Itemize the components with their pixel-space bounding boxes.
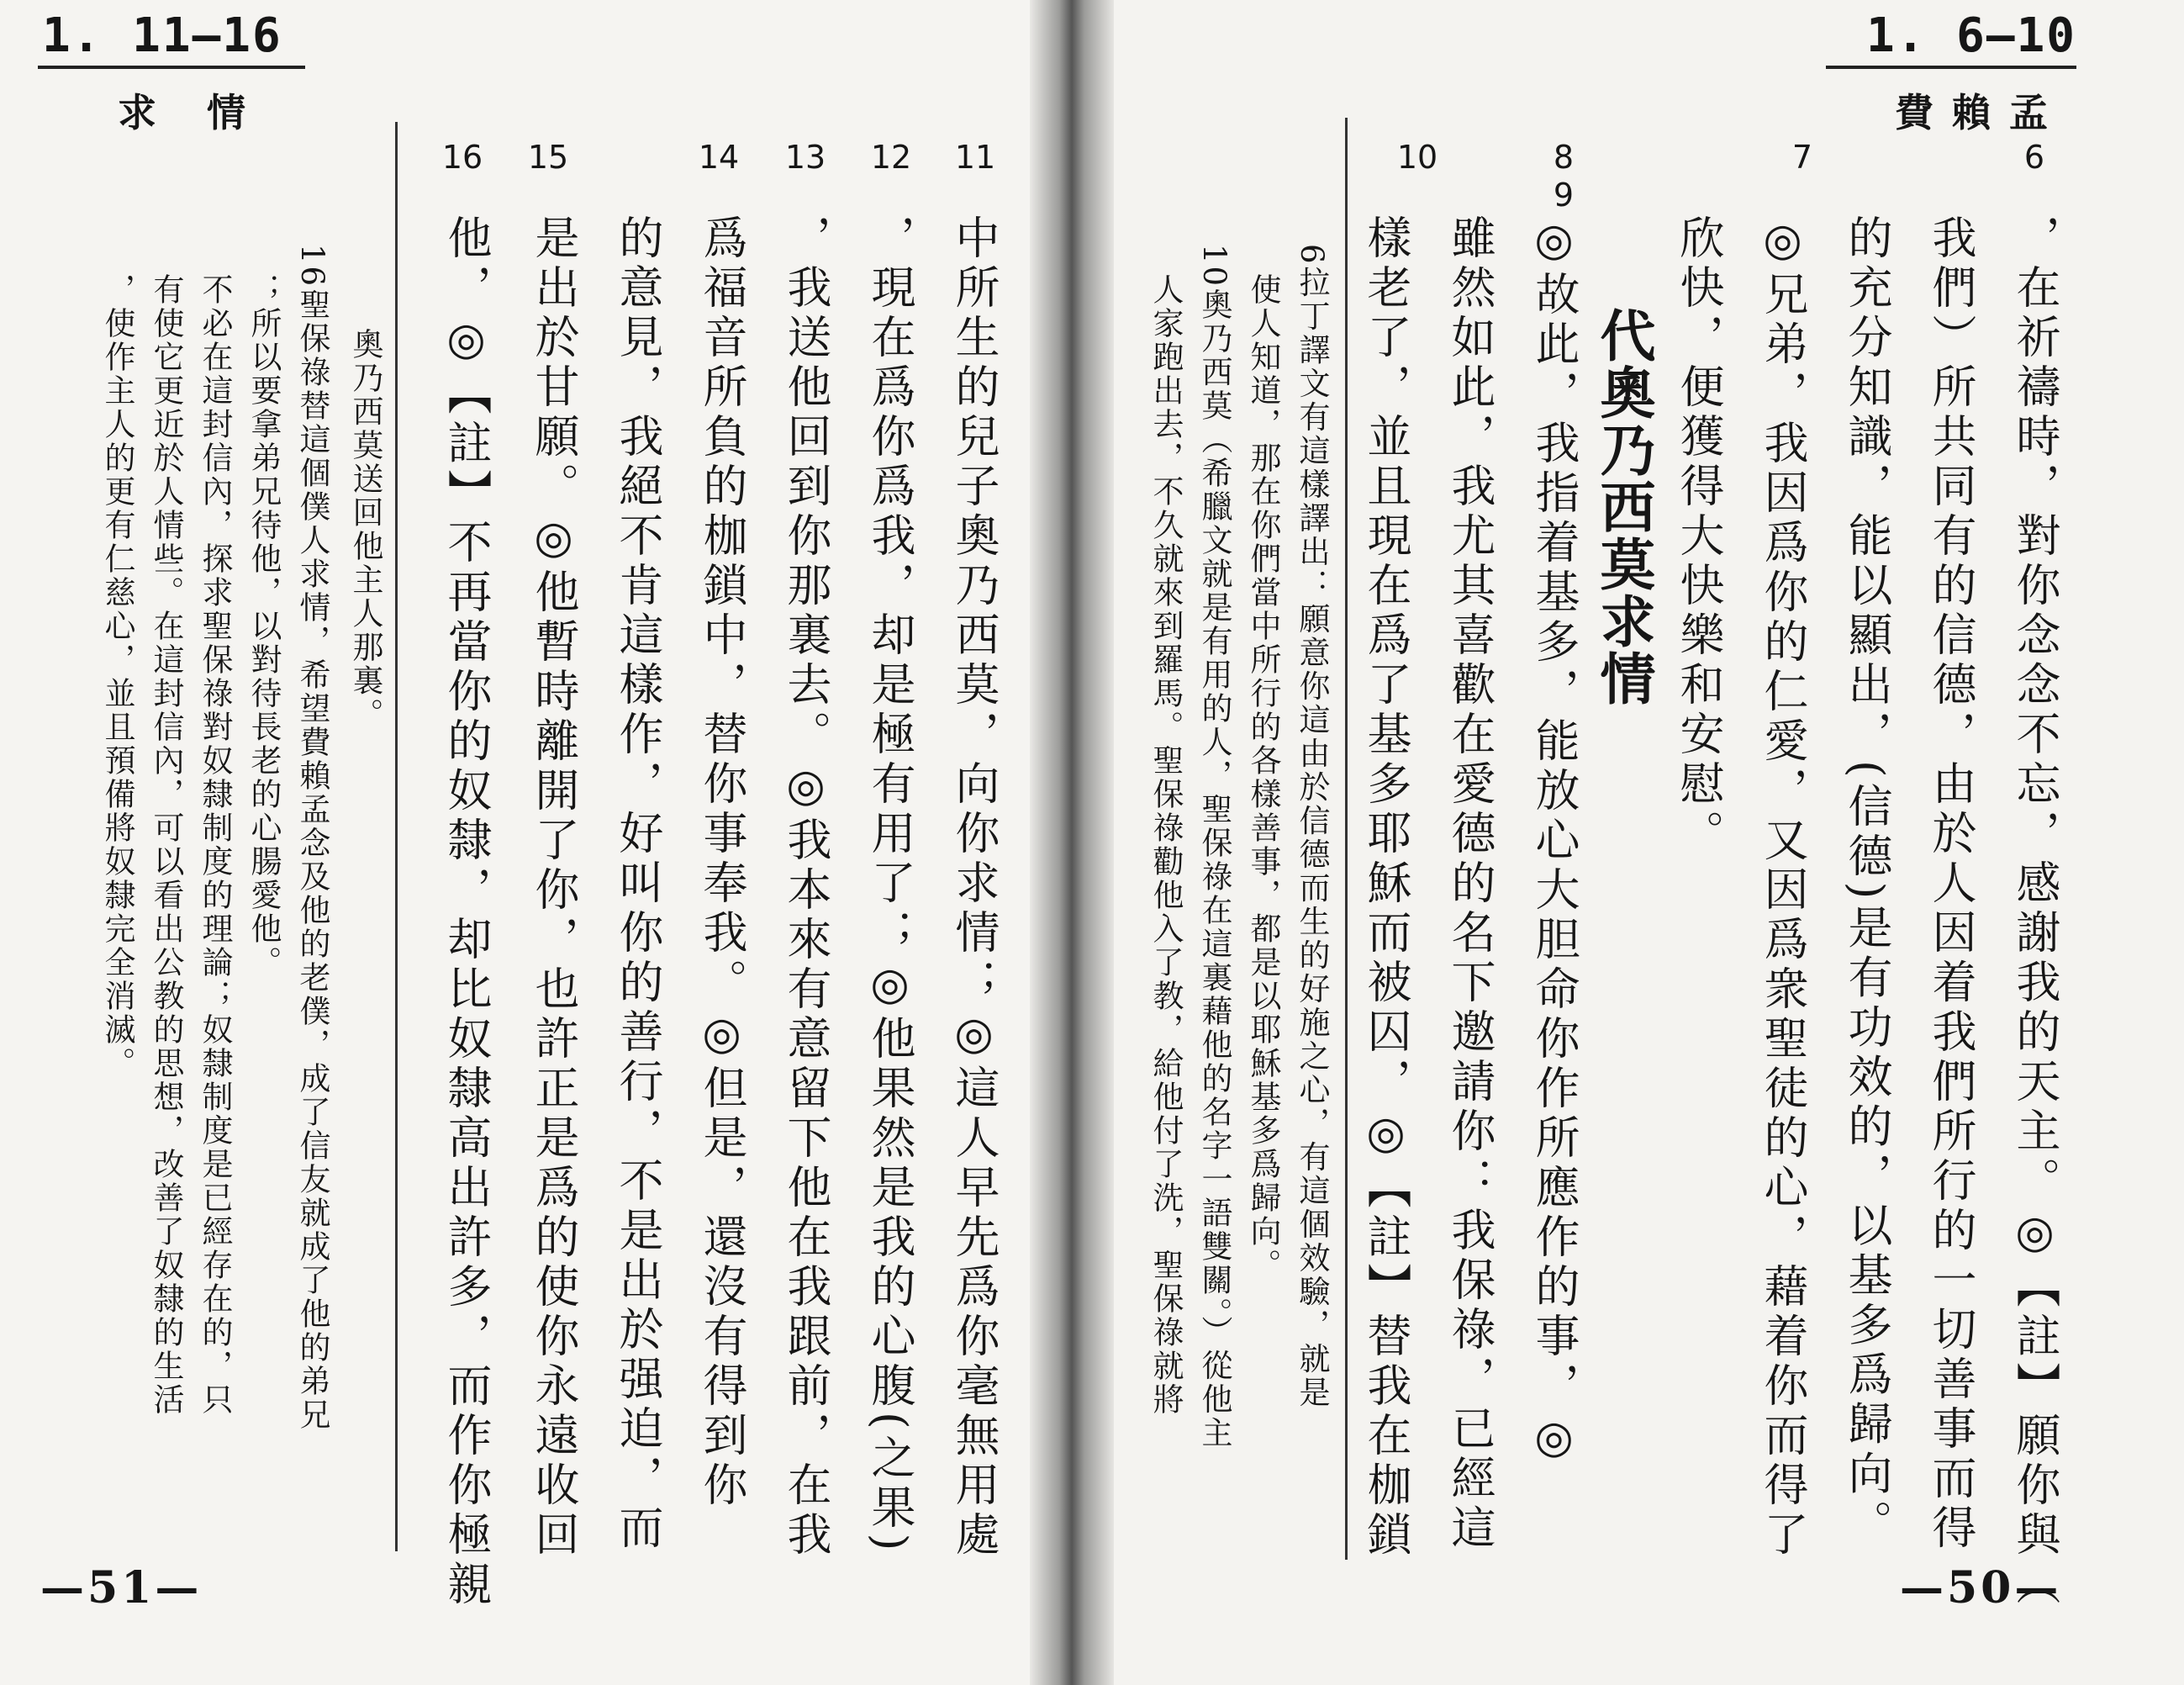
- text-column: 雖然如此，我尤其喜歡在愛德的名下邀請你：我保祿，已經這: [1444, 214, 1496, 1554]
- footnote-line: 人家跑出去，不久就來到羅馬。聖保祿勸他入了教，給他付了洗，聖保祿就將: [1147, 273, 1184, 1417]
- verse-number: 9: [1553, 177, 1575, 214]
- page-number: —50—: [1900, 1562, 2062, 1614]
- footnote-line: ，使作主人的更有仁慈心，並且預備將奴隸完全消滅。: [99, 273, 135, 1080]
- text-column: ，在祈禱時，對你念念不忘，感謝我的天主。◎【註】願你與（: [2009, 214, 2060, 1610]
- verse-number: 11: [954, 139, 996, 176]
- verse-number: 15: [527, 139, 569, 176]
- verse-number: 8: [1553, 139, 1575, 176]
- header-rule: [38, 66, 305, 69]
- verse-number: 13: [784, 139, 826, 176]
- footnote-line: 10奧乃西莫（希臘文就是有用的人，聖保祿在這裏藉他的名字一語雙關。）從他主: [1196, 244, 1232, 1450]
- section-heading: 代奧乃西莫求情: [1591, 307, 1656, 707]
- footnote-line: 使人知道，那在你們當中所行的各樣善事，都是以耶穌基多爲歸向。: [1245, 273, 1281, 1282]
- right-page: [1069, 0, 2184, 1685]
- text-column: 是出於甘願。◎他暫時離開了你，也許正是爲的使你永遠收回: [528, 214, 579, 1561]
- text-column: 欣快，便獲得大快樂和安慰。: [1673, 214, 1724, 859]
- verse-number: 16: [441, 139, 483, 176]
- footnote-line: ；所以要拿弟兄待他，以對待長老的心腸愛他。: [245, 273, 282, 980]
- text-column: 中所生的兒子奧乃西莫，向你求情；◎這人早先爲你毫無用處: [948, 214, 1000, 1561]
- left-page: [0, 0, 1069, 1685]
- text-column: ◎故此，我指着基多，能放心大胆命你作所應作的事，◎: [1528, 214, 1580, 1468]
- footnote-line: 6拉丁譯文有這樣譯出：願意你這由於信德而生的好施之心，有這個效驗，就是: [1294, 244, 1330, 1410]
- text-column: 爲福音所負的枷鎖中，替你事奉我。◎但是，還沒有得到你: [696, 214, 747, 1511]
- text-column: 的意見，我絕不肯這樣作，好叫你的善行，不是出於强迫，而: [612, 214, 663, 1554]
- header-verse-ref: 1. 6—10: [1866, 8, 2077, 63]
- header-title: 求情: [118, 90, 296, 135]
- verse-number: 7: [1791, 139, 1813, 176]
- header-verse-ref: 1. 11—16: [42, 8, 282, 63]
- verse-number: 10: [1396, 139, 1438, 176]
- text-column: 我們）所共同有的信德，由於人因着我們所行的一切善事而得: [1925, 214, 1976, 1554]
- header-title: 費賴孟: [1895, 90, 2066, 135]
- footnote-line: 16聖保祿替這個僕人求情，希望費賴孟念及他的老僕，成了信友就成了他的弟兄: [294, 244, 330, 1433]
- text-column: 樣老了，並且現在爲了基多耶穌而被囚，◎【註】替我在枷鎖: [1360, 214, 1411, 1561]
- text-column: ，現在爲你爲我，却是極有用了；◎他果然是我的心腹(之果): [864, 214, 915, 1556]
- text-column: ，我送他回到你那裏去。◎我本來有意留下他在我跟前，在我: [780, 214, 831, 1561]
- footnote-line: 不必在這封信內，探求聖保祿對奴隸制度的理論；奴隸制度是已經存在的，只: [197, 273, 233, 1417]
- verse-number: 6: [2023, 139, 2045, 176]
- column-divider: [395, 122, 398, 1551]
- verse-number: 14: [698, 139, 740, 176]
- footnote-line: 有使它更近於人情些。在這封信內，可以看出公教的思想，改善了奴隸的生活: [148, 273, 184, 1417]
- book-gutter: [1030, 0, 1114, 1685]
- page-number: —51—: [40, 1562, 203, 1614]
- footnote-line: 奧乃西莫送回他主人那裏。: [347, 328, 383, 732]
- text-column: ◎兄弟，我因爲你的仁愛，又因爲衆聖徒的心，藉着你而得了: [1757, 214, 1808, 1561]
- header-rule: [1826, 66, 2076, 69]
- text-column: 他，◎【註】不再當你的奴隸，却比奴隸高出許多，而作你極親: [440, 214, 492, 1610]
- column-divider: [1345, 118, 1348, 1560]
- text-column: 的充分知識，能以顯出，(信德)是有功效的，以基多爲歸向。: [1841, 214, 1892, 1550]
- verse-number: 12: [870, 139, 912, 176]
